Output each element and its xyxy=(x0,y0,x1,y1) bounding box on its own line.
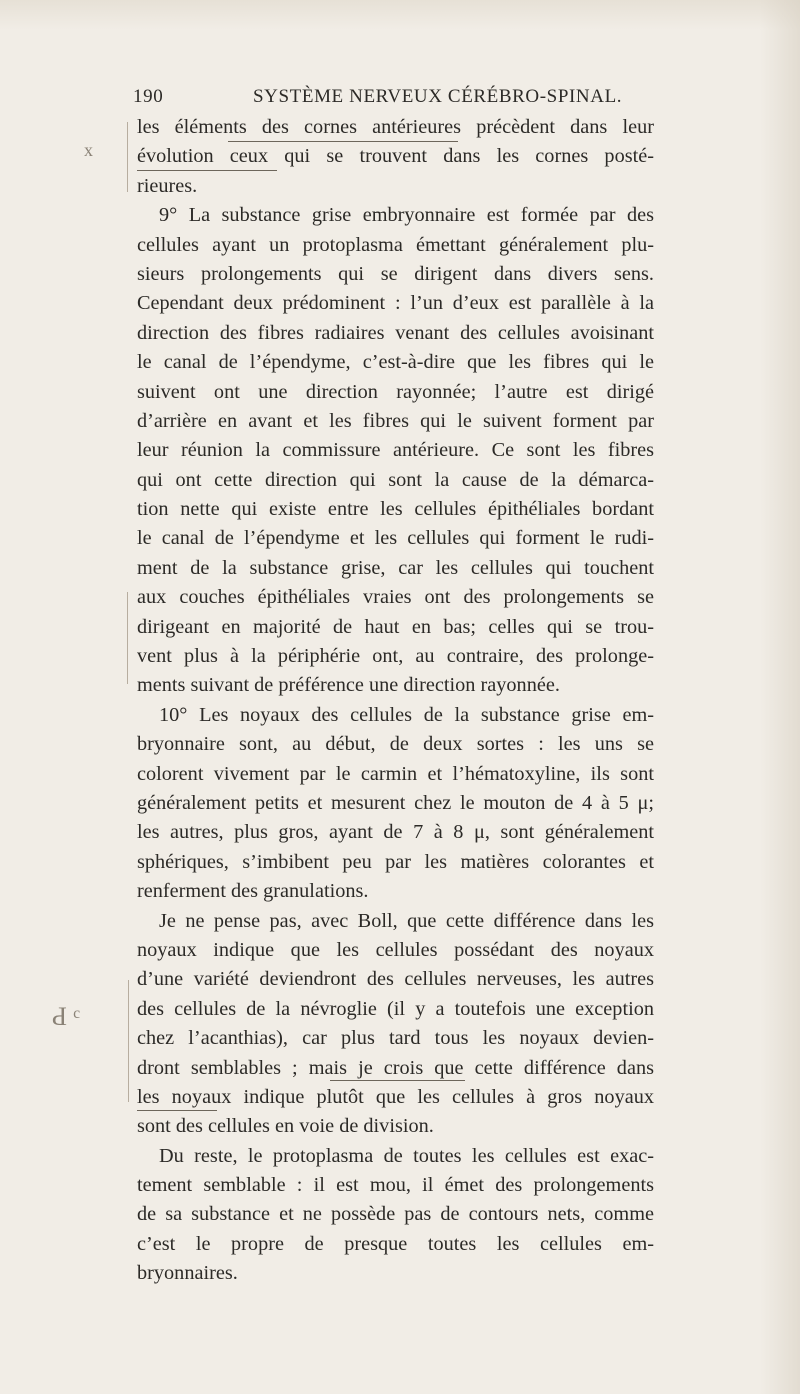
margin-scribble: Ԁ ᶜ xyxy=(52,1002,81,1031)
text-line: leur réunion la commissure antérieure. Ce sont les fibres xyxy=(137,439,654,462)
text-line: suivent ont une direction rayonnée; l’autre est dirigé xyxy=(137,380,654,403)
text-line: renferment des granulations. xyxy=(137,880,369,903)
text-line: tement semblable : il est mou, il émet des prolongements xyxy=(137,1174,654,1197)
page-edge-shade xyxy=(760,0,800,1394)
text-line: tion nette qui existe entre les cellules épithéliales bordant xyxy=(137,498,654,521)
text-line: le canal de l’épendyme, c’est-à-dire que les fibres qui le xyxy=(137,351,654,374)
text-line: c’est le propre de presque toutes les cellules em- xyxy=(137,1232,654,1255)
text-line: d’arrière en avant et les fibres qui le suivent forment par xyxy=(137,409,654,432)
text-line: cellules ayant un protoplasma émettant généralement plu- xyxy=(137,233,654,256)
text-line: sont des cellules en voie de division. xyxy=(137,1115,434,1138)
text-line: Cependant deux prédominent : l’un d’eux est parallèle à la xyxy=(137,292,654,315)
text-line: dirigeant en majorité de haut en bas; celles qui se trou- xyxy=(137,615,654,638)
text-line: colorent vivement par le carmin et l’hématoxyline, ils sont xyxy=(137,762,654,785)
text-line: qui ont cette direction qui sont la cause de la démarca- xyxy=(137,468,654,491)
text-line: les noyaux indique plutôt que les cellules à gros noyaux xyxy=(137,1085,654,1108)
text-line: sieurs prolongements qui se dirigent dans divers sens. xyxy=(137,262,654,285)
page-number: 190 xyxy=(133,86,164,107)
text-line: vent plus à la périphérie ont, au contraire, des prolonge- xyxy=(137,645,654,668)
text-line: direction des fibres radiaires venant des cellules avoisinant xyxy=(137,321,654,344)
text-line: 9° La substance grise embryonnaire est formée par des xyxy=(159,204,654,227)
body-text xyxy=(137,113,654,1289)
margin-pencil-line-3 xyxy=(128,980,129,1102)
text-line: rieures. xyxy=(137,174,198,197)
text-line: les éléments des cornes antérieures précèdent dans leur xyxy=(137,116,654,138)
text-line: aux couches épithéliales vraies ont des prolongements se xyxy=(137,586,654,609)
text-line: d’une variété deviendront des cellules nerveuses, les autres xyxy=(137,968,654,991)
text-line: les autres, plus gros, ayant de 7 à 8 μ, sont généralement xyxy=(137,821,654,844)
text-line: bryonnaire sont, au début, de deux sortes : les uns se xyxy=(137,733,654,756)
text-line: évolution ceux qui se trouvent dans les cornes posté- xyxy=(137,145,654,168)
margin-cross-mark: x xyxy=(84,140,93,160)
text-line: chez l’acanthias), car plus tard tous les noyaux devien- xyxy=(137,1027,654,1050)
text-line: noyaux indique que les cellules possédant des noyaux xyxy=(137,938,654,961)
running-head xyxy=(133,86,653,112)
text-line: sphériques, s’imbibent peu par les matières colorantes et xyxy=(137,850,654,873)
text-line: Je ne pense pas, avec Boll, que cette différence dans les xyxy=(159,909,654,932)
text-line: le canal de l’épendyme et les cellules qui forment le rudi- xyxy=(137,527,654,550)
page-top-shade xyxy=(0,0,800,30)
text-line: bryonnaires. xyxy=(137,1262,238,1285)
text-line: 10° Les noyaux des cellules de la substance grise em- xyxy=(159,703,654,726)
margin-pencil-line-2 xyxy=(127,592,128,684)
text-line: ment de la substance grise, car les cellules qui touchent xyxy=(137,556,654,579)
text-line: Du reste, le protoplasma de toutes les cellules est exac- xyxy=(159,1144,654,1167)
text-line: des cellules de la névroglie (il y a toutefois une exception xyxy=(137,997,654,1020)
margin-pencil-line xyxy=(127,122,128,192)
text-line: de sa substance et ne possède pas de contours nets, comme xyxy=(137,1203,654,1226)
text-line: généralement petits et mesurent chez le mouton de 4 à 5 μ; xyxy=(137,791,654,814)
text-line: dront semblables ; mais je crois que cette différence dans xyxy=(137,1056,654,1079)
running-title: SYSTÈME NERVEUX CÉRÉBRO-SPINAL. xyxy=(253,86,623,107)
text-line: ments suivant de préférence une direction rayonnée. xyxy=(137,674,560,697)
